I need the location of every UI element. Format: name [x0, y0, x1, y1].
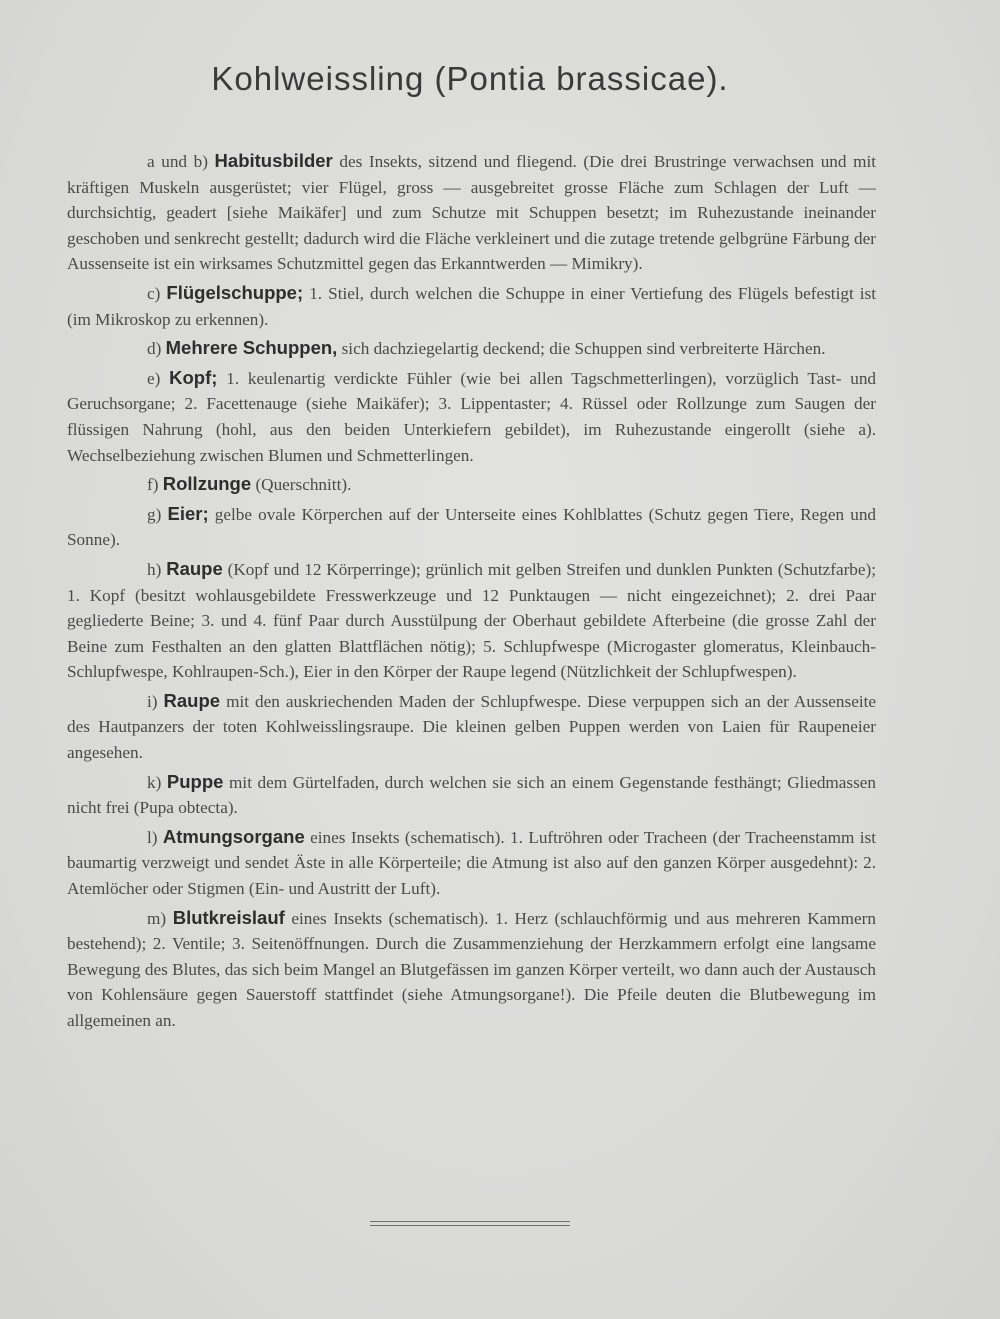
closing-double-rule — [370, 1221, 570, 1226]
body-text — [67, 148, 876, 1037]
paragraph-f — [67, 471, 876, 498]
item-label: g) — [147, 504, 162, 524]
item-label: i) — [147, 691, 158, 711]
item-label: e) — [147, 368, 161, 388]
paragraph-l — [67, 824, 876, 902]
item-keyword: Kopf; — [169, 366, 218, 388]
item-label: f) — [147, 475, 159, 495]
item-keyword: Rollzunge — [162, 473, 252, 495]
item-label: k) — [147, 772, 162, 792]
item-label: h) — [147, 559, 162, 579]
item-text: (Querschnitt). — [255, 475, 352, 495]
item-label: d) — [147, 339, 162, 359]
item-text: eines Insekts (schematisch). 1. Herz (schlauchförmig und aus mehreren Kammern bestehend); 2. Ventile; 3. Seitenöffnungen. Durch die Zusammenziehung der Herzkammern erfolgt eine langsame Bewegung des Blutes, das sich beim Mangel an Blutgefässen im ganzen Körper verteilt, wo dann auch der Austausch von Kohlensäure gegen Sauerstoff stattfindet (siehe Atmungsorgane!). Die Pfeile deuten die Blutbewegung im allgemeinen an. — [67, 908, 876, 1030]
item-label: m) — [147, 908, 167, 928]
item-keyword: Habitusbilder — [214, 150, 333, 171]
paragraph-k — [67, 769, 876, 821]
item-keyword: Mehrere Schuppen, — [165, 337, 338, 359]
item-label: a und b) — [147, 152, 208, 171]
item-keyword: Atmungsorgane — [162, 825, 305, 847]
item-keyword: Flügelschuppe; — [166, 281, 304, 303]
item-keyword: Puppe — [166, 770, 224, 792]
item-label: c) — [147, 283, 161, 303]
item-text: 1. Stiel, durch welchen die Schuppe in einer Vertiefung des Flügels befestigt ist (im Mikroskop zu erkennen). — [67, 283, 877, 329]
item-keyword: Raupe — [163, 689, 221, 711]
paragraph-m — [67, 905, 876, 1034]
paragraph-c — [67, 280, 876, 332]
paragraph-i — [67, 688, 876, 766]
item-text: (Kopf und 12 Körperringe); grünlich mit gelben Streifen und dunklen Punkten (Schutzfarbe); 1. Kopf (besitzt wohlausgebildete Fresswerkzeuge und 12 Punktaugen — nicht eingezeichnet); 2. drei Paar gegliederte Beine; 3. und 4. fünf Paar durch Ausstülpung der Oberhaut gebildete Afterbeine (die grosse Zahl der Beine zum Festhalten an den glatten Blattflächen nötig); 5. Schlupfwespe (Microgaster glomeratus, Kleinbauch-Schlupfwespe, Kohlraupen-Sch.), Eier in den Körper der Raupe legend (Nützlichkeit der Schlupfwespen). — [67, 559, 877, 682]
item-keyword: Eier; — [167, 502, 209, 524]
item-keyword: Raupe — [166, 557, 223, 579]
paragraph-a-b — [67, 148, 876, 277]
item-text: mit den auskriechenden Maden der Schlupfwespe. Diese verpuppen sich an der Aussenseite des Hautpanzers der toten Kohlweisslingsraupe. Die kleinen gelben Puppen werden von Laien für Raupeneier angesehen. — [67, 691, 877, 763]
item-text: 1. keulenartig verdickte Fühler (wie bei allen Tagschmetterlingen), vorzüglich Tast- und Geruchsorgane; 2. Facettenauge (siehe Maikäfer); 3. Lippentaster; 4. Rüssel oder Rollzunge zum Saugen der flüssigen Nahrung (hohl, aus den beiden Unterkiefern gebildet), im Ruhezustande eingerollt (siehe a). Wechselbeziehung zwischen Blumen und Schmetterlingen. — [67, 368, 877, 465]
item-text: gelbe ovale Körperchen auf der Unterseite eines Kohlblattes (Schutz gegen Tiere, Regen und Sonne). — [67, 504, 877, 550]
item-label: l) — [147, 827, 158, 847]
item-text: mit dem Gürtelfaden, durch welchen sie sich an einem Gegenstande festhängt; Gliedmassen nicht frei (Pupa obtecta). — [67, 772, 877, 818]
paragraph-h — [67, 556, 876, 685]
item-text: des Insekts, sitzend und fliegend. (Die drei Brustringe verwachsen und mit kräftigen Muskeln ausgerüstet; vier Flügel, gross — ausgebreitet grosse Fläche zum Schlagen der Luft — durchsichtig, geadert [siehe Maikäfer] und zum Schutze mit Schuppen besetzt; im Ruhezustande ineinander geschoben und senkrecht gestellt; dadurch wird die Fläche verkleinert und die zutage tretende gelbgrüne Färbung der Aussenseite ist ein wirksames Schutzmittel gegen das Erkanntwerden — Mimikry). — [67, 152, 877, 274]
page-title: Kohlweissling (Pontia brassicae). — [211, 60, 729, 97]
paragraph-g — [67, 501, 876, 553]
paragraph-e — [67, 365, 876, 468]
item-text: eines Insekts (schematisch). 1. Luftröhren oder Tracheen (der Tracheenstamm ist baumartig verzweigt und sendet Äste in alle Körperteile; die Atmung ist also auf den ganzen Körper ausgedehnt): 2. Atemlöcher oder Stigmen (Ein- und Austritt der Luft). — [67, 827, 877, 899]
item-text: sich dachziegelartig deckend; die Schuppen sind verbreiterte Härchen. — [341, 339, 826, 359]
item-keyword: Blutkreislauf — [172, 906, 285, 928]
paragraph-d — [67, 335, 876, 362]
